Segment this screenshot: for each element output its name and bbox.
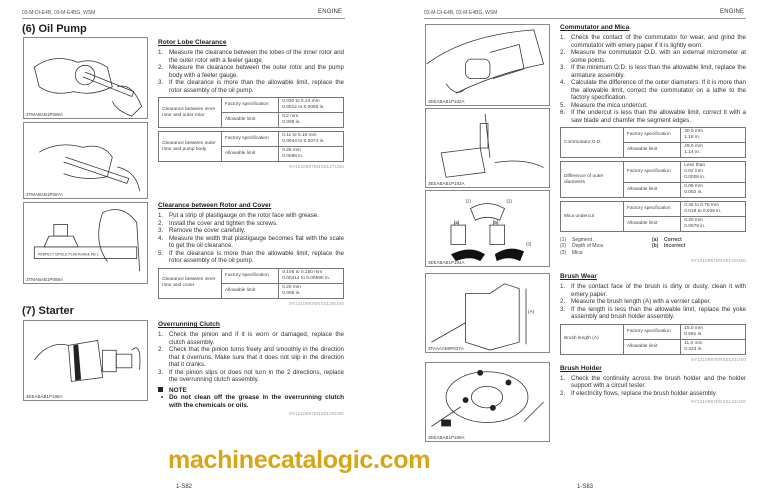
doc-code: 9Y1210967ENS0129US0 (289, 411, 344, 416)
figure-code: 3EEABAB1P182A (428, 99, 465, 104)
step-item (158, 369, 344, 384)
spec-label: Factory specification (221, 268, 278, 283)
limit-value: 29.0 mm 1.14 in. (681, 143, 746, 158)
figure-plastigauge (23, 202, 148, 284)
step-item (158, 346, 344, 369)
step-item (560, 306, 746, 321)
label-correct: (a) (453, 220, 460, 226)
spec-label: Factory specification (623, 202, 680, 217)
commutator-section (560, 24, 746, 263)
step-item (158, 79, 344, 94)
step-number: 1. (158, 49, 164, 56)
spec-item: Commutator O.D. (561, 128, 624, 158)
step-number: 2. (158, 219, 164, 227)
rotor-cover-steps (158, 212, 344, 265)
step-item (560, 390, 746, 398)
step-text: Check the pinion and if it is worn or damaged, replace the clutch assembly. (169, 331, 344, 346)
legend-item (652, 243, 685, 249)
label-mica: (3) (525, 241, 532, 247)
legend-letters (652, 237, 685, 256)
label-depth: (2) (506, 198, 512, 204)
step-text: If the clearance is more than the allowable limit, replace the rotor assembly of the oil pump. (169, 249, 344, 264)
figure-code: 3EEABAB1P188A (26, 394, 63, 399)
spec-label: Factory specification (623, 162, 680, 183)
doc-code: 9Y1210967ENS0132US0 (691, 399, 746, 404)
figure-brush-length (425, 273, 550, 353)
step-number: 1. (560, 374, 566, 382)
figure-brush-holder (425, 362, 550, 442)
doc-code: 9Y1210967ENS0130US0 (691, 257, 746, 263)
figure-code: 3TAAAAB9P037A (428, 346, 464, 351)
page-number: 1-S82 (176, 484, 193, 490)
step-item (158, 235, 344, 250)
legend-value: Correct (664, 237, 682, 243)
step-text: If the minimum O.D. is less than the allowable limit, replace the armature assembly. (571, 64, 746, 79)
step-number: 3. (158, 227, 164, 234)
limit-label: Allowable limit (623, 143, 680, 158)
heading-brush-wear: Brush Wear (560, 273, 597, 280)
spec-item: Brush length (A) (561, 324, 624, 354)
step-number: 1. (560, 34, 566, 41)
step-text: If the undercut is less than the allowable limit, correct it with a saw blade and chamfer the segment edges. (571, 109, 746, 124)
legend-key: (2) (560, 243, 567, 250)
step-item (158, 227, 344, 235)
step-number: 3. (158, 79, 164, 86)
step-item (158, 220, 344, 228)
spec-label: Factory specification (623, 128, 680, 143)
limit-value: 0.25 mm 0.0098 in. (279, 147, 344, 162)
figure-feeler-gauge-body (23, 122, 148, 199)
spec-value: 0.11 to 0.19 mm 0.0044 to 0.0074 in. (279, 132, 344, 147)
step-item (158, 331, 344, 346)
step-number: 1. (158, 331, 164, 338)
rotor-cover-section (158, 202, 344, 306)
heading-commutator-mica: Commutator and Mica (560, 24, 630, 31)
step-item (560, 49, 746, 64)
step-text: Measure the clearance between the outer rotor and the pump body with a feeler gauge. (169, 64, 344, 79)
spec-item: Clearance between inner rotor and cover (159, 268, 222, 298)
limit-label: Allowable limit (623, 339, 680, 354)
spec-value: 15.0 mm 0.591 in. (681, 324, 746, 339)
step-text: If the contact face of the brush is dirty or dusty, clean it with emery paper. (571, 283, 746, 298)
rotor-lobe-steps (158, 49, 344, 94)
doc-code: 9Y1210967ENS0131US0 (691, 356, 746, 362)
step-number: 2. (158, 64, 164, 71)
legend-key: (b) (652, 243, 659, 250)
spec-table-commutator-od (560, 127, 746, 158)
step-item (158, 64, 344, 79)
step-item (560, 64, 746, 79)
limit-label: Allowable limit (623, 183, 680, 198)
spec-value: 0.105 to 0.150 mm 0.00414 to 0.00590 in. (279, 268, 344, 283)
step-number: 3. (560, 64, 566, 71)
spec-item: Mica undercut (561, 202, 624, 232)
step-item (560, 79, 746, 102)
spec-value: 0.030 to 0.14 mm 0.0012 to 0.0055 in. (279, 98, 344, 113)
step-number: 5. (158, 249, 164, 257)
label-incorrect: (b) (492, 220, 499, 226)
legend-key: (a) (652, 237, 659, 243)
overrunning-clutch-section (158, 321, 344, 416)
step-text: Install the cover and tighten the screws. (169, 219, 278, 227)
figure-overrunning-clutch (23, 320, 148, 401)
figure-commutator-emery (425, 24, 550, 106)
heading-rotor-cover-clearance: Clearance between Rotor and Cover (158, 202, 272, 209)
header-manual-code: 03-M-DI-E4B, 03-M-E4BG, WSM (22, 10, 96, 16)
spec-table-outer-rotor-body (158, 131, 344, 162)
step-item (560, 375, 746, 390)
step-number: 2. (158, 346, 164, 353)
step-item (560, 102, 746, 110)
header-manual-code: 03-M-DI-E4B, 03-M-E4BG, WSM (424, 10, 498, 16)
step-text: If the length is less than the allowable limit, replace the yoke assembly and brush holder assembly. (571, 305, 746, 320)
spec-value: 30.0 mm 1.18 in. (681, 128, 746, 143)
figure-code: 3TMABAB1P088A (26, 277, 64, 282)
spec-table-brush-length (560, 324, 746, 355)
legend-value: Segment (572, 237, 593, 243)
step-item (560, 109, 746, 124)
step-text: Remove the cover carefully. (169, 227, 246, 234)
step-text: If electricity flows, replace the brush holder assembly. (571, 389, 718, 397)
spec-value: 0.45 to 0.75 mm 0.018 to 0.029 in. (681, 202, 746, 217)
heading-rotor-lobe-clearance: Rotor Lobe Clearance (158, 39, 227, 46)
spec-item: Clearance between outer rotor and pump body (159, 132, 222, 162)
limit-value: 0.20 mm 0.008 in. (279, 283, 344, 298)
doc-code: 9Y1210967ENS0127US0 (289, 164, 344, 169)
note-label: NOTE (169, 386, 187, 394)
spec-table-outer-diameter-diff (560, 161, 746, 198)
limit-label: Allowable limit (221, 283, 278, 298)
legend-value: Depth of Mica (572, 243, 603, 250)
plastigauge-scale-text: PERFECT CIRCLE PLASTIGAGE PB-1 (38, 252, 99, 257)
step-item (158, 250, 344, 265)
spec-label: Factory specification (221, 98, 278, 113)
page-number: 1-S83 (577, 484, 594, 490)
step-item (560, 298, 746, 306)
step-number: 2. (560, 49, 566, 56)
bullet-icon: • (161, 394, 164, 401)
limit-value: 0.05 mm 0.002 in. (681, 183, 746, 198)
spec-table-inner-outer-rotor (158, 97, 344, 128)
step-text: Put a strip of plastigauge on the rotor face with grease. (169, 212, 319, 219)
figure-code: 3TMABAB1P086A (26, 112, 64, 117)
watermark: machinecatalogic.com (168, 446, 431, 474)
brush-wear-steps (560, 283, 746, 321)
legend-value: Mica (572, 249, 583, 256)
step-text: Measure the brush length (A) with a vernier caliper. (571, 298, 711, 305)
rotor-lobe-section (158, 39, 344, 169)
clutch-steps (158, 331, 344, 384)
spec-table-mica-undercut (560, 201, 746, 232)
limit-label: Allowable limit (221, 113, 278, 128)
figure-code: 3EEABAB1P189A (428, 435, 465, 440)
note-square-icon (158, 387, 163, 392)
note-block (158, 387, 344, 410)
step-text: Check that the pinion turns freely and smoothly in the direction that it overruns. Make sure that it does not slip in the direction that it cranks. (169, 346, 344, 368)
section-oil-pump-title: (6) Oil Pump (22, 23, 87, 35)
spec-item: Clearance between inner rotor and outer rotor (159, 98, 222, 128)
step-number: 1. (158, 212, 164, 219)
limit-value: 0.2 mm 0.008 in. (279, 113, 344, 128)
legend-item (560, 250, 652, 256)
note-text: Do not clean off the grease in the overrunning clutch with the chemicals or oils. (169, 394, 344, 409)
header-section: ENGINE (318, 9, 343, 15)
legend-key: (3) (560, 249, 567, 256)
spec-label: Factory specification (221, 132, 278, 147)
step-number: 6. (560, 109, 566, 116)
step-number: 4. (560, 79, 566, 86)
section-starter-title: (7) Starter (22, 305, 74, 317)
spec-value: Less than 0.02 mm 0.0008 in. (681, 162, 746, 183)
step-text: Calculate the difference of the outer diameters. If it is more than the allowable limit, correct the commutator on a lathe to the factory specification. (571, 79, 746, 101)
spec-item: Difference of outer diameters (561, 162, 624, 198)
header-rule (424, 18, 746, 19)
figure-commutator-micrometer (425, 108, 550, 188)
header-rule (22, 18, 345, 19)
step-item (158, 212, 344, 220)
step-number: 1. (560, 283, 566, 290)
heading-brush-holder: Brush Holder (560, 364, 602, 372)
commutator-steps (560, 34, 746, 124)
legend (560, 237, 746, 256)
doc-code: 9Y1210967ENS0128US0 (289, 300, 344, 306)
brush-section (560, 273, 746, 404)
figure-code: 3EEABAB1P184A (428, 260, 465, 265)
step-text: Check the continuity across the brush holder and the holder support with a circuit tester. (571, 374, 746, 389)
figure-code: 3EEABAB1P183A (428, 181, 465, 186)
heading-overrunning-clutch: Overrunning Clutch (158, 321, 220, 328)
step-item (560, 34, 746, 49)
figure-mica-undercut (425, 190, 550, 267)
spec-label: Factory specification (623, 324, 680, 339)
figure-feeler-gauge-rotor (23, 37, 148, 119)
step-text: If the pinion slips or does not turn in the 2 directions, replace the overrunning clutch assembly. (169, 368, 344, 383)
step-number: 2. (560, 298, 566, 305)
brush-holder-steps (560, 375, 746, 398)
limit-label: Allowable limit (221, 147, 278, 162)
figure-code: 3TMABAB1P087A (26, 192, 64, 197)
step-number: 5. (560, 101, 566, 109)
step-text: Measure the mica undercut. (571, 101, 648, 109)
limit-value: 0.20 mm 0.0079 in. (681, 217, 746, 232)
step-text: Check the contact of the commutator for wear, and grind the commutator with emery paper if it is lightly worn. (571, 34, 746, 49)
label-A: (A) (527, 310, 535, 315)
legend-key: (1) (560, 237, 567, 243)
header-section: ENGINE (720, 9, 745, 15)
step-text: Measure the commutator O.D. with an external micrometer at some points. (571, 49, 746, 64)
step-number: 3. (560, 305, 566, 313)
step-number: 2. (560, 389, 566, 397)
spec-table-rotor-cover (158, 268, 344, 299)
step-number: 4. (158, 234, 164, 242)
step-text: If the clearance is more than the allowable limit, replace the rotor assembly of the oil pump. (169, 79, 344, 94)
label-segment: (1) (465, 198, 471, 204)
legend-numbers (560, 237, 652, 256)
legend-value: Incorrect (664, 243, 686, 250)
step-text: Measure the clearance between the lobes of the inner rotor and the outer rotor with a feeler gauge. (169, 49, 344, 64)
step-item (158, 49, 344, 64)
step-item (560, 283, 746, 298)
step-text: Measure the width that plastigauge becomes flat with the scale to get the oil clearance. (169, 234, 344, 249)
limit-value: 11.0 mm 0.433 in. (681, 339, 746, 354)
limit-label: Allowable limit (623, 217, 680, 232)
step-number: 3. (158, 368, 164, 376)
